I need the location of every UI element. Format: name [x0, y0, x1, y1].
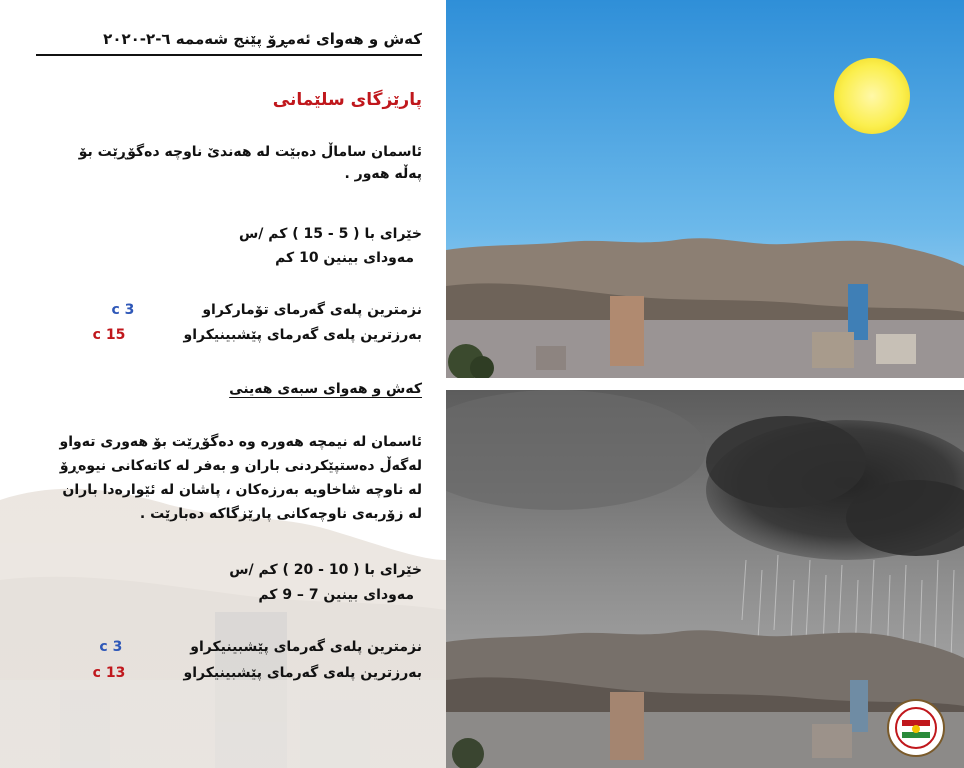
today-max-value: 15 c [92, 327, 126, 343]
today-max-label: بەرزترین پلەی گەرمای پێشبینیکراو [183, 327, 422, 343]
today-min-label: نزمترین پلەی گەرمای تۆمارکراو [202, 302, 422, 318]
building [812, 332, 854, 368]
tomorrow-sky-line-4: لە زۆربەی ناوچەکانی پارێزگاکە دەبارێت . [139, 506, 422, 522]
building [812, 724, 852, 758]
tomorrow-sky-line-3: لە ناوچە شاخاویە بەرزەکان ، پاشان لە ئێوارەدا باران [62, 482, 422, 498]
today-wind: خێرای با ( 5 - 15 ) کم /س [238, 226, 422, 242]
tomorrow-max-label: بەرزترین پلەی گەرمای پێشبینیکراو [183, 665, 422, 681]
title-underline [36, 54, 422, 56]
building [536, 346, 566, 370]
city-strip [446, 712, 964, 768]
page-title: کەش و هەوای ئەمڕۆ پێنج شەممە ٦-٢-٢٠٢٠ [103, 30, 422, 48]
glass-tower [850, 680, 868, 732]
tomorrow-min-row [99, 636, 422, 658]
forecast-text-panel [0, 0, 446, 768]
tomorrow-sky-line-1: ئاسمان لە نیمچە هەورە وە دەگۆڕێت بۆ هەوری تەواو [59, 434, 422, 450]
today-min-value: 3 c [111, 302, 135, 318]
today-sky-line-1: ئاسمان ساماڵ دەبێت لە هەندێ ناوچە دەگۆڕێت بۆ [78, 144, 422, 160]
sunny-city-photo [446, 0, 964, 378]
glass-tower [848, 284, 868, 340]
tall-tower [610, 692, 644, 760]
tomorrow-heading: کەش و هەوای سبەی هەینی [229, 381, 422, 397]
logo-emblem-icon [888, 700, 944, 756]
today-visibility: مەودای بینین 10 کم [275, 250, 414, 266]
tomorrow-min-label: نزمترین پلەی گەرمای پێشبینیکراو [190, 639, 422, 655]
tomorrow-max-row [93, 662, 422, 684]
building [876, 334, 916, 364]
tomorrow-sky-line-2: لەگەڵ دەستپێکردنی باران و بەفر لە کاتەکانی نیوەڕۆ [59, 458, 422, 474]
tomorrow-max-value: 13 c [92, 665, 126, 681]
today-sky-line-2: پەڵە هەور . [344, 166, 422, 182]
tomorrow-wind: خێرای با ( 10 - 20 ) کم /س [229, 562, 422, 578]
tomorrow-min-value: 3 c [99, 639, 123, 655]
storm-cloud-part [706, 416, 866, 508]
tall-tower [610, 296, 644, 366]
city-heading: پارێزگای سلێمانی [272, 90, 422, 110]
sun-icon [834, 58, 910, 134]
today-max-row [93, 324, 422, 346]
stormy-city-photo [446, 390, 964, 768]
tomorrow-visibility: مەودای بینین 7 – 9 کم [258, 587, 414, 603]
today-min-row [111, 299, 422, 321]
